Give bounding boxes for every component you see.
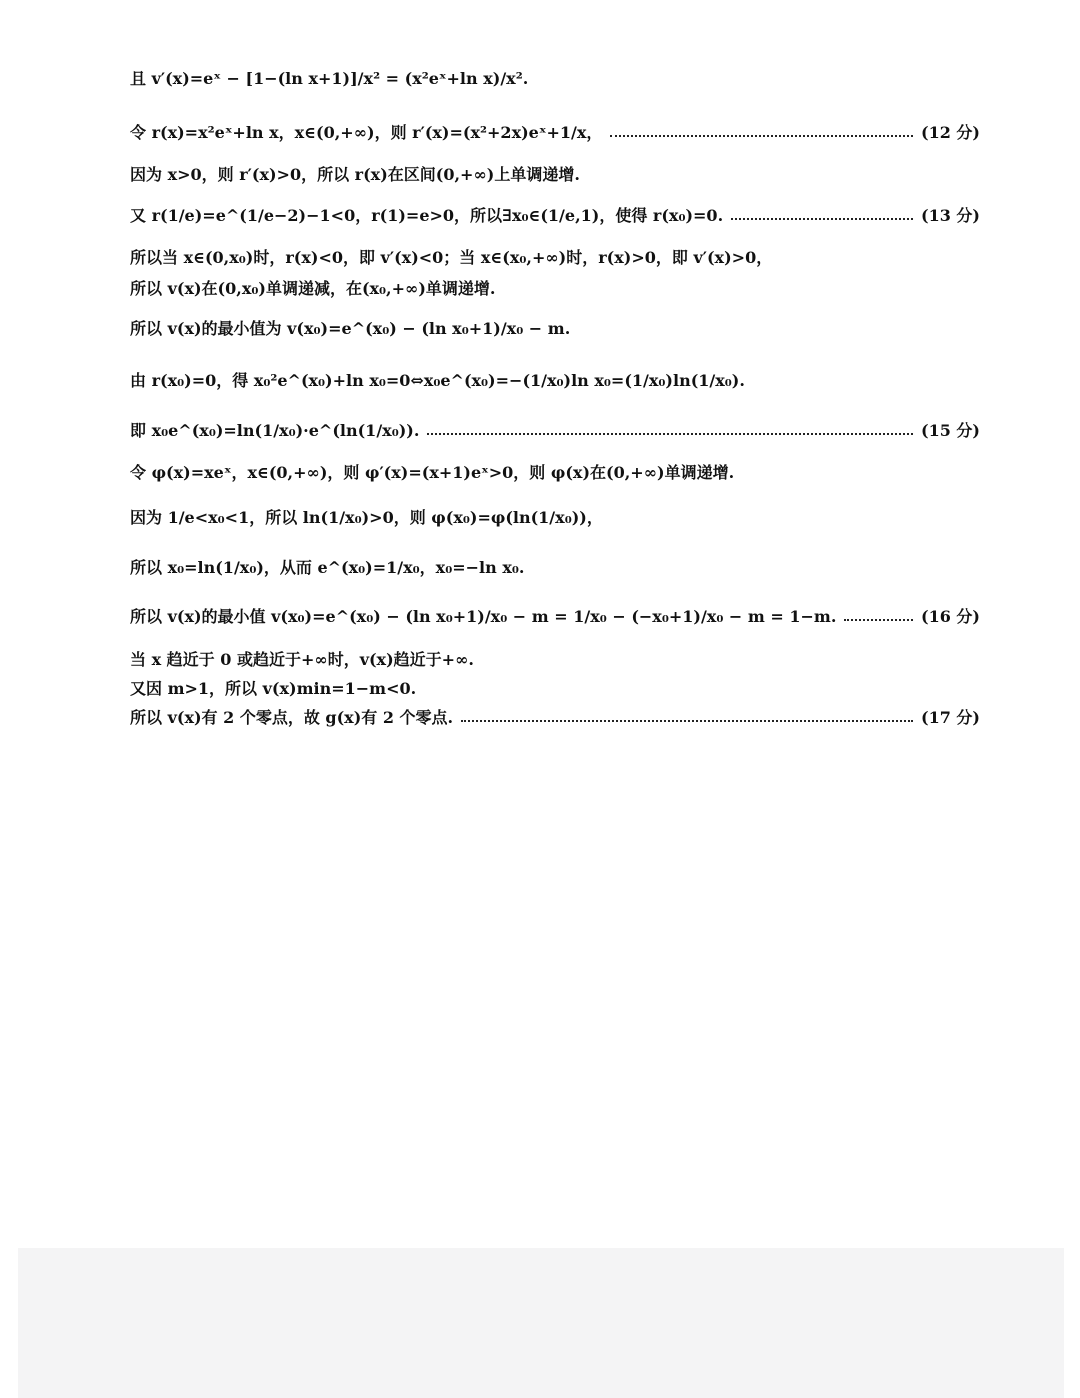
solution-line [130,460,980,483]
dot-leader [427,433,913,435]
dot-leader [610,135,913,137]
line-text: 令 r(x)=x²eˣ+ln x，x∈(0,+∞)，则 r′(x)=(x²+2x)eˣ+1/x， [130,123,603,142]
line-text: 所以当 x∈(0,x₀)时，r(x)<0，即 v′(x)<0；当 x∈(x₀,+∞)时，r(x)>0，即 v′(x)>0， [130,248,773,267]
solution-line [130,368,980,391]
score-mark: (13 分) [921,206,980,225]
line-text: 由 r(x₀)=0，得 x₀²e^(x₀)+ln x₀=0⇔x₀e^(x₀)=−(1/x₀)ln x₀=(1/x₀)ln(1/x₀). [130,371,745,390]
line-text: 且 v′(x)=eˣ − [1−(ln x+1)]/x² = (x²eˣ+ln x)/x². [130,69,529,88]
line-text: 又 r(1/e)=e^(1/e−2)−1<0，r(1)=e>0，所以∃x₀∈(1/e,1)，使得 r(x₀)=0. [130,206,724,225]
line-text: 所以 v(x)有 2 个零点，故 g(x)有 2 个零点. [130,708,454,727]
line-text: 所以 v(x)的最小值 v(x₀)=e^(x₀) − (ln x₀+1)/x₀ − m = 1/x₀ − (−x₀+1)/x₀ − m = 1−m. [130,607,837,626]
line-text: 所以 x₀=ln(1/x₀)，从而 e^(x₀)=1/x₀，x₀=−ln x₀. [130,558,525,577]
solution-line [130,418,980,441]
line-text: 令 φ(x)=xeˣ，x∈(0,+∞)，则 φ′(x)=(x+1)eˣ>0，则 φ(x)在(0,+∞)单调递增. [130,463,735,482]
page-bottom-shadow [18,1248,1064,1398]
solution-line [130,555,980,578]
line-text: 当 x 趋近于 0 或趋近于+∞时，v(x)趋近于+∞. [130,650,474,669]
line-text: 因为 x>0，则 r′(x)>0，所以 r(x)在区间(0,+∞)上单调递增. [130,165,580,184]
solution-line [130,276,980,299]
solution-line [130,162,980,185]
solution-line [130,505,980,528]
dot-leader [461,720,913,722]
line-text: 又因 m>1，所以 v(x)min=1−m<0. [130,679,417,698]
solution-line [130,245,980,268]
line-text: 所以 v(x)在(0,x₀)单调递减，在(x₀,+∞)单调递增. [130,279,496,298]
solution-line [130,203,980,226]
dot-leader [731,218,913,220]
line-text: 即 x₀e^(x₀)=ln(1/x₀)·e^(ln(1/x₀)). [130,421,420,440]
score-mark: (12 分) [921,123,980,142]
score-mark: (16 分) [921,607,980,626]
solution-line [130,120,980,143]
line-text: 因为 1/e<x₀<1，所以 ln(1/x₀)>0，则 φ(x₀)=φ(ln(1/x₀))， [130,508,603,527]
line-text: 所以 v(x)的最小值为 v(x₀)=e^(x₀) − (ln x₀+1)/x₀ − m. [130,319,571,338]
solution-line [130,676,980,699]
solution-line [130,316,980,339]
solution-line [130,705,980,728]
score-mark: (15 分) [921,421,980,440]
solution-line [130,66,980,89]
score-mark: (17 分) [921,708,980,727]
dot-leader [844,619,913,621]
solution-line [130,647,980,670]
solution-line [130,604,980,627]
